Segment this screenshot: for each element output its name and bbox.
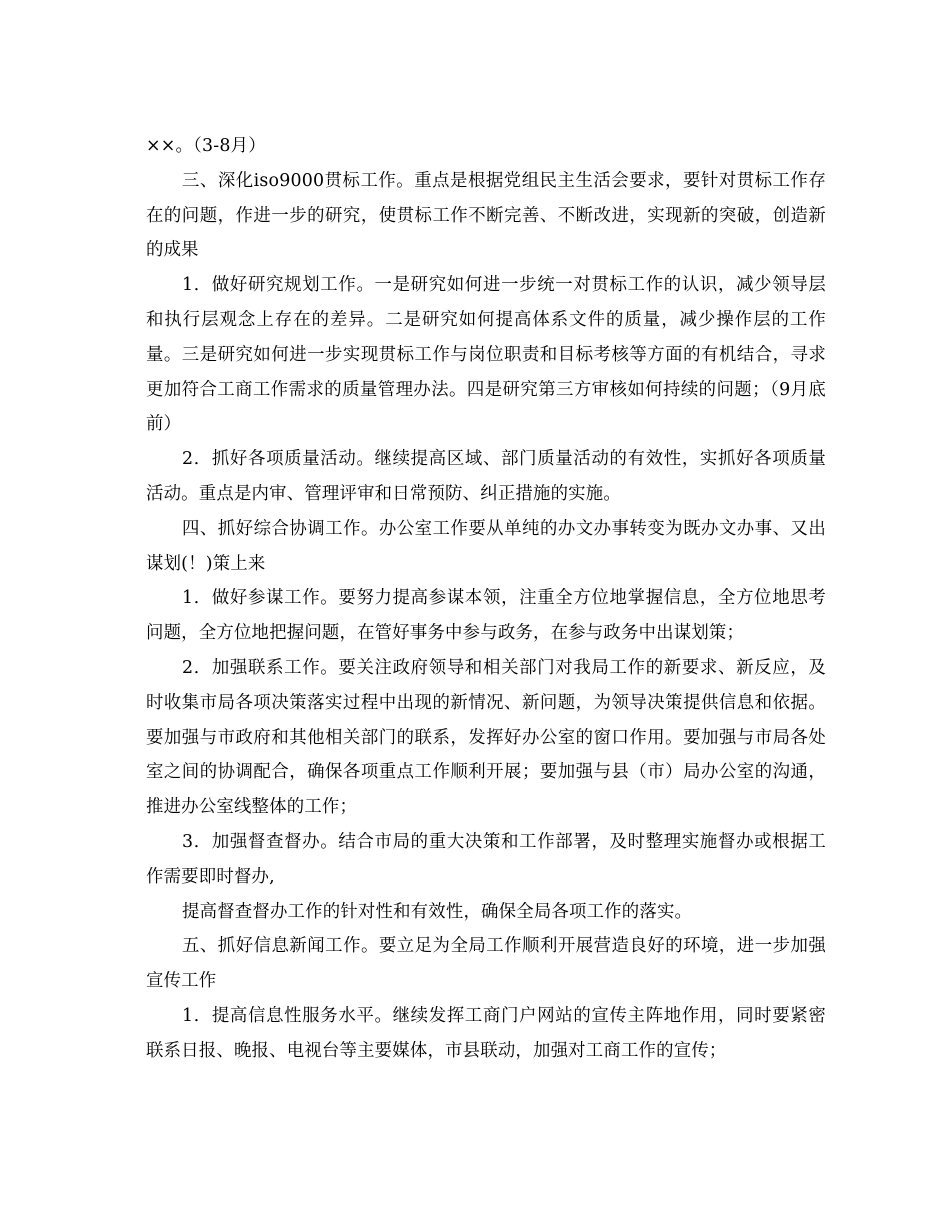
document-body bbox=[146, 129, 826, 1069]
paragraph-6: 2．加强联系工作。要关注政府领导和相关部门对我局工作的新要求、新反应，及时收集市局各项决策落实过程中出现的新情况、新问题，为领导决策提供信息和依据。要加强与市政府和其他相关部门的联系，发挥好办公室的窗口作用。要加强与市局各处室之间的协调配合，确保各项重点工作顺利开展；要加强与县（市）局办公室的沟通，推进办公室线整体的工作； bbox=[146, 657, 826, 818]
paragraph-3: 2．抓好各项质量活动。继续提高区域、部门质量活动的有效性，实抓好各项质量活动。重点是内审、管理评审和日常预防、纠正措施的实施。 bbox=[146, 449, 826, 504]
paragraph-7: 3．加强督查督办。结合市局的重大决策和工作部署，及时整理实施督办或根据工作需要即时督办, bbox=[146, 831, 826, 887]
paragraph-5: 1．做好参谋工作。要努力提高参谋本领，注重全方位地掌握信息，全方位地思考问题，全方位地把握问题，在管好事务中参与政务，在参与政务中出谋划策； bbox=[146, 588, 826, 644]
paragraph-10: 1．提高信息性服务水平。继续发挥工商门户网站的宣传主阵地作用，同时要紧密联系日报、晚报、电视台等主要媒体，市县联动，加强对工商工作的宣传； bbox=[146, 1005, 826, 1061]
paragraph-2: 1．做好研究规划工作。一是研究如何进一步统一对贯标工作的认识，减少领导层和执行层观念上存在的差异。二是研究如何提高体系文件的质量，减少操作层的工作量。三是研究如何进一步实现贯标工作与岗位职责和目标考核等方面的有机结合，寻求更加符合工商工作需求的质量管理办法。四是研究第三方审核如何持续的问题；（9月底前） bbox=[146, 275, 826, 435]
paragraph-1: 三、深化iso9000贯标工作。重点是根据党组民主生活会要求，要针对贯标工作存在的问题，作进一步的研究，使贯标工作不断完善、不断改进，实现新的突破，创造新的成果 bbox=[146, 170, 826, 261]
paragraph-4: 四、抓好综合协调工作。办公室工作要从单纯的办文办事转变为既办文办事、又出谋划(！)策上来 bbox=[146, 518, 826, 574]
paragraph-8: 提高督查督办工作的针对性和有效性，确保全局各项工作的落实。 bbox=[182, 901, 693, 922]
paragraph-9: 五、抓好信息新闻工作。要立足为全局工作顺利开展营造良好的环境，进一步加强宣传工作 bbox=[146, 936, 826, 992]
paragraph-0: ××。（3-8月） bbox=[146, 136, 266, 156]
